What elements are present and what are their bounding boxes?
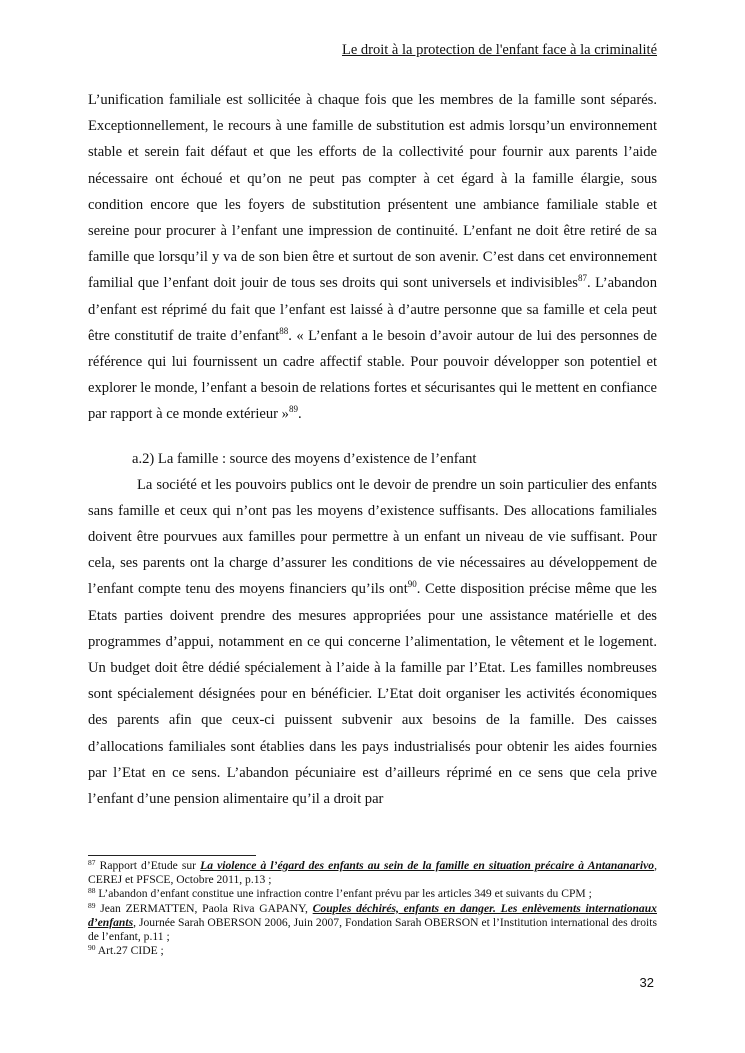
footnote-ref-88[interactable]: 88 bbox=[279, 325, 289, 336]
paragraph-family-unification: L’unification familiale est sollicitée à chaque fois que les membres de la famille sont séparés. Exceptionnellement, le recours à une famille de substitution est admis lorsqu’un environnement stable et serein fait défaut et que les efforts de la collectivité pour fournir aux parents l’aide nécessaire ont échoué et qu’on ne peut pas compter à cet égard à la famille élargie, sous condition encore que les foyers de substitution présentent une ambiance familiale stable et sereine pour procurer à l’enfant une impression de continuité. L’enfant ne doit être retiré de sa famille que lorsqu’il y va de son bien être et surtout de son avenir. C’est dans cet environnement familial que l’enfant doit jouir de tous ses droits qui sont universels et indivisibles$^{87}$. L’abandon d’enfant est réprimé du fait que l’enfant est laissé à d’autre personne que sa famille et cela peut être constitutif de traite d’enfant$^{88}$. « L’enfant a le besoin d’avoir autour de lui des personnes de référence qui lui fournissent un cadre affectif stable. Pour pouvoir développer son potentiel et explorer le monde, l’enfant a besoin de relations fortes et sécurisantes qui le mettent en confiance par rapport à ce monde extérieur »$^{89}$. bbox=[88, 92, 658, 423]
body-text bbox=[88, 87, 657, 812]
footnote-ref-89[interactable]: 89 bbox=[288, 404, 298, 415]
footnote-ref-90[interactable]: 90 bbox=[407, 579, 417, 590]
paragraph-family-means: La société et les pouvoirs publics ont le devoir de prendre un soin particulier des enfants sans famille et ceux qui n’ont pas les moyens d’existence suffisants. Des allocations familiales doivent être pourvues aux familles pour permettre à un enfant un niveau de vie suffisant. Pour cela, ses parents ont la charge d’assurer les conditions de vie nécessaires au développement de l’enfant compte tenu des moyens financiers qu’ils ont$^{90}$. Cette disposition précise même que les Etats parties doivent prendre des mesures appropriées pour une assistance matérielle et des programmes d’appui, notamment en ce qui concerne l’alimentation, le vêtement et le logement. Un budget doit être dédié spécialement à l’aide à la famille par l’Etat. Les familles nombreuses sont spécialement désignées pour en bénéficier. L’Etat doit organiser les activités économiques des parents afin que ceux-ci puissent subvenir aux besoins de la famille. Des caisses d’allocations familiales sont établies dans les pays industrialisés pour obtenir les aides fournies par l’Etat en ce sens. L’abandon pécuniaire est d’ailleurs réprimé en ce sens que cela prive l’enfant d’une pension alimentaire qu’il a droit par bbox=[88, 476, 657, 808]
footnote-87: $^{87}$ Rapport d’Etude sur La violence à l’égard des enfants au sein de la famille en situation précaire à Antananarivo, CEREJ et PFSCE, Octobre 2011, p.13 ; bbox=[88, 858, 657, 887]
footnote-ref-87[interactable]: 87 bbox=[577, 273, 587, 284]
footnote-88: $^{88}$ L’abandon d’enfant constitue une infraction contre l’enfant prévu par les articles 349 et suivants du CPM ; bbox=[88, 886, 592, 901]
footnotes bbox=[88, 859, 657, 958]
running-header: Le droit à la protection de l'enfant face à la criminalité bbox=[341, 42, 657, 58]
cited-work-title: La violence à l’égard des enfants au sein de la famille en situation précaire à Antananarivo bbox=[200, 859, 655, 872]
cited-work-title: Couples déchirés, enfants en danger. Les enlèvements internationaux d’enfants bbox=[88, 901, 657, 929]
section-heading: a.2) La famille : source des moyens d’existence de l’enfant bbox=[132, 450, 477, 467]
footnote-separator bbox=[88, 855, 256, 856]
footnote-90: $^{90}$ Art.27 CIDE ; bbox=[88, 943, 164, 958]
page-number: 32 bbox=[639, 975, 654, 990]
footnote-89: $^{89}$ Jean ZERMATTEN, Paola Riva GAPANY, Couples déchirés, enfants en danger. Les enlèvements internationaux d’enfants, Journée Sarah OBERSON 2006, Juin 2007, Fondation Sarah OBERSON et l’Institution international des droits de l’enfant, p.11 ; bbox=[88, 900, 657, 944]
